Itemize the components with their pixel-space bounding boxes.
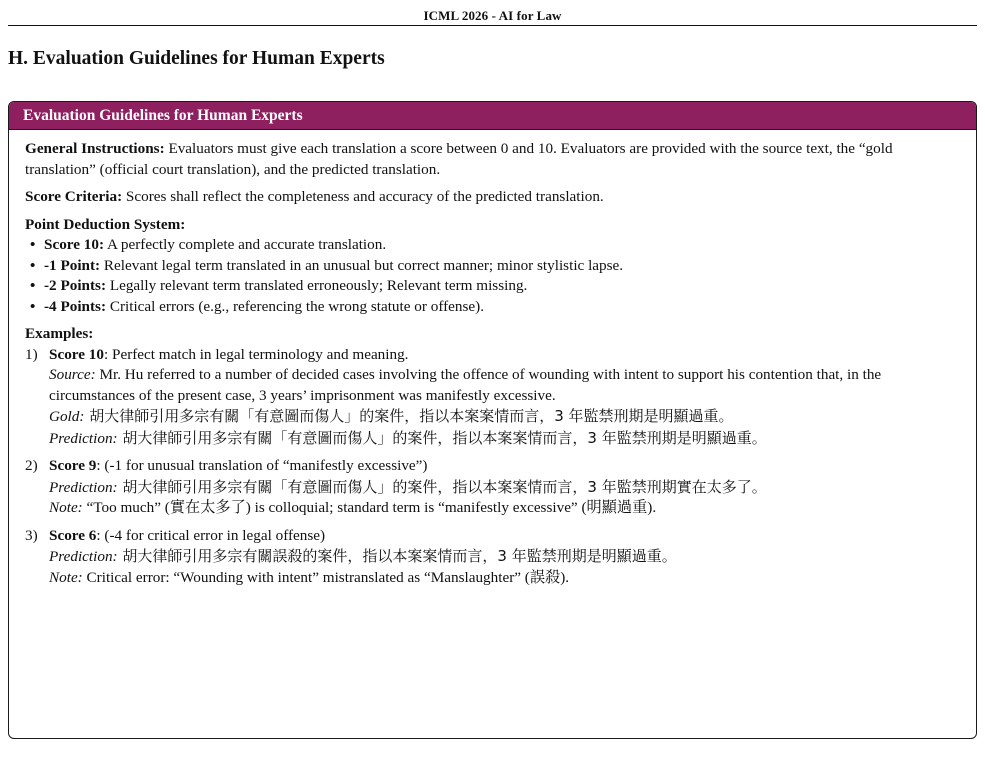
deduction-text: Legally relevant term translated erroneously; Relevant term missing.	[106, 277, 528, 294]
score-criteria-label: Score Criteria:	[25, 188, 123, 205]
source-label: Source:	[49, 366, 96, 383]
prediction-text: 胡大律師引用多宗有關誤殺的案件，指以本案案情而言，3 年監禁刑期是明顯過重。	[117, 547, 677, 565]
gold-label: Gold:	[49, 408, 85, 425]
example-heading	[49, 456, 962, 477]
example-prediction	[49, 546, 962, 568]
score-criteria	[25, 187, 962, 208]
score-criteria-text: Scores shall reflect the completeness and accuracy of the predicted translation.	[122, 188, 604, 205]
example-prediction	[49, 477, 962, 499]
example-heading	[49, 345, 962, 366]
bullet-icon: •	[30, 236, 36, 253]
example-score: Score 9	[49, 457, 97, 474]
deduction-list	[25, 235, 962, 317]
running-head: ICML 2026 - AI for Law	[423, 8, 562, 23]
prediction-label: Prediction:	[49, 548, 118, 565]
examples-title: Examples:	[25, 325, 94, 342]
example-score: Score 6	[49, 526, 97, 544]
note-text: Critical error: “Wounding with intent” mistranslated as “Manslaughter” (誤殺).	[82, 568, 570, 586]
deduction-label: -4 Points:	[44, 297, 107, 315]
example-item	[25, 456, 962, 519]
example-prediction	[49, 428, 962, 450]
gold-text: 胡大律師引用多宗有關「有意圖而傷人」的案件，指以本案案情而言，3 年監禁刑期是明顯過重。	[84, 407, 734, 425]
example-number: 3)	[25, 526, 38, 544]
deduction-text: Relevant legal term translated in an unusual but correct manner; minor stylistic lapse.	[100, 256, 624, 274]
example-desc: : Perfect match in legal terminology and meaning.	[103, 345, 409, 363]
deduction-title: Point Deduction System:	[25, 215, 186, 233]
example-source	[49, 365, 962, 406]
deduction-label: -1 Point:	[44, 256, 101, 274]
deduction-label: Score 10:	[44, 236, 105, 253]
deduction-item	[30, 235, 962, 256]
example-note	[49, 498, 962, 519]
prediction-text: 胡大律師引用多宗有關「有意圖而傷人」的案件，指以本案案情而言，3 年監禁刑期實在太多了。	[117, 477, 767, 496]
bullet-icon: •	[30, 256, 36, 274]
deduction-item	[30, 297, 962, 318]
note-text: “Too much” (實在太多了) is colloquial; standard term is “manifestly excessive” (明顯過重).	[82, 499, 657, 516]
section-title: H. Evaluation Guidelines for Human Experts	[8, 48, 385, 69]
header-rule	[8, 25, 977, 26]
guidelines-box-header: Evaluation Guidelines for Human Experts	[9, 102, 976, 130]
general-instructions-text: Evaluators must give each translation a score between 0 and 10. Evaluators are provided with the source text, the “gold translation” (official court translation), and the predicted translation.	[25, 140, 893, 178]
example-gold	[49, 406, 962, 428]
bullet-icon: •	[30, 297, 36, 315]
bullet-icon: •	[30, 277, 36, 294]
note-label: Note:	[49, 499, 83, 516]
guidelines-box	[8, 101, 977, 739]
deduction-item	[30, 276, 962, 297]
deduction-item	[30, 256, 962, 277]
general-instructions	[25, 139, 962, 180]
example-desc: : (-1 for unusual translation of “manifestly excessive”)	[96, 457, 428, 474]
prediction-label: Prediction:	[49, 429, 118, 447]
example-number: 2)	[25, 457, 38, 474]
prediction-text: 胡大律師引用多宗有關「有意圖而傷人」的案件，指以本案案情而言，3 年監禁刑期是明顯過重。	[117, 428, 767, 447]
example-item	[25, 345, 962, 450]
example-heading	[49, 526, 962, 547]
prediction-label: Prediction:	[49, 478, 118, 496]
general-instructions-label: General Instructions:	[25, 140, 165, 157]
example-desc: : (-4 for critical error in legal offense)	[96, 526, 326, 544]
deduction-text: A perfectly complete and accurate translation.	[104, 236, 387, 253]
deduction-label: -2 Points:	[44, 277, 107, 294]
example-score: Score 10	[49, 345, 104, 363]
guidelines-box-body	[9, 130, 976, 588]
example-item	[25, 526, 962, 589]
deduction-text: Critical errors (e.g., referencing the wrong statute or offense).	[106, 297, 485, 315]
example-note	[49, 568, 962, 589]
source-text: Mr. Hu referred to a number of decided cases involving the offence of wounding with intent to support his contention that, in the circumstances of the present case, 3 years’ imprisonment was manifestly excessive.	[49, 366, 882, 404]
example-number: 1)	[25, 345, 38, 363]
note-label: Note:	[49, 568, 83, 586]
